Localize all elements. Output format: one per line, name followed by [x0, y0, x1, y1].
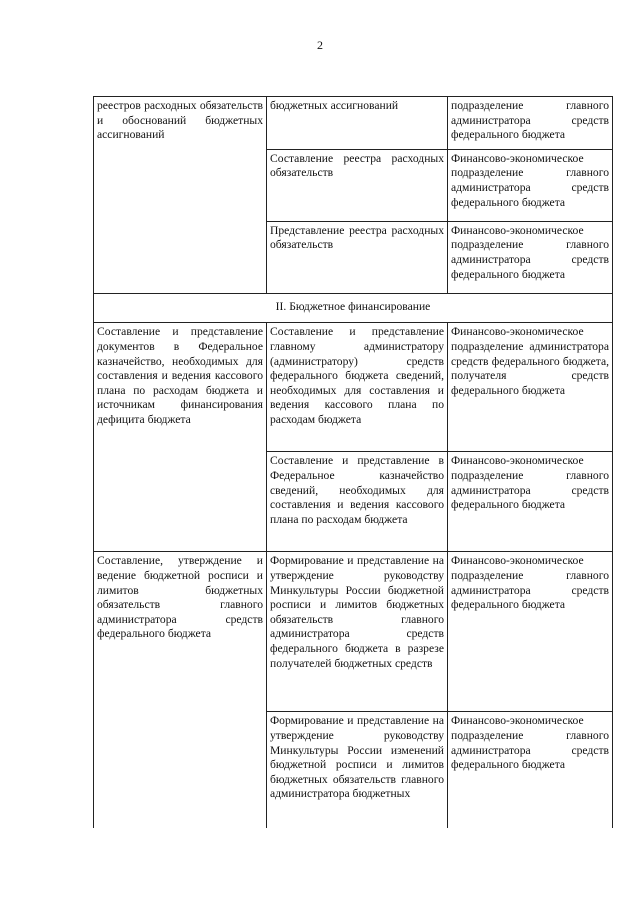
table-cell: Представление реестра расходных обязательств	[267, 221, 448, 293]
table-row	[94, 323, 613, 452]
table-cell: Формирование и представление на утверждение руководству Минкультуры России бюджетной росписи и лимитов бюджетных обязательств главного администратора средств федерального бюджета в разрезе получателей бюджетных средств	[267, 552, 448, 712]
section-row	[94, 293, 613, 323]
table-cell: Составление и представление документов в Федеральное казначейство, необходимых для составления и ведения кассового плана по расходам бюджета и источникам финансирования дефицита бюджета	[94, 323, 267, 552]
table-cell: Финансово-экономическое подразделение главного администратора средств федерального бюджета	[448, 149, 613, 221]
table-cell: подразделение главного администратора средств федерального бюджета	[448, 97, 613, 150]
table-cell: реестров расходных обязательств и обоснований бюджетных ассигнований	[94, 97, 267, 294]
table-cell: Составление реестра расходных обязательств	[267, 149, 448, 221]
table-cell: Финансово-экономическое подразделение главного администратора средств федерального бюджета	[448, 712, 613, 830]
table-cell: Финансово-экономическое подразделение главного администратора средств федерального бюджета	[448, 552, 613, 712]
table-cell: Финансово-экономическое подразделение администратора средств федерального бюджета, получателя средств федерального бюджета	[448, 323, 613, 452]
table-cell: Финансово-экономическое подразделение главного администратора средств федерального бюджета	[448, 221, 613, 293]
responsibility-table	[93, 96, 613, 830]
table-cell: Формирование и представление на утверждение руководству Минкультуры России изменений бюджетной росписи и лимитов бюджетных обязательств главного администратора бюджетных	[267, 712, 448, 830]
table-cell: Составление, утверждение и ведение бюджетной росписи и лимитов бюджетных обязательств главного администратора средств федерального бюджета	[94, 552, 267, 830]
table-row	[94, 97, 613, 150]
page-number: 2	[317, 38, 323, 52]
section-title: II. Бюджетное финансирование	[94, 293, 613, 323]
table-cell: Финансово-экономическое подразделение главного администратора средств федерального бюджета	[448, 452, 613, 552]
table-cell: бюджетных ассигнований	[267, 97, 448, 150]
page-bottom-margin	[0, 828, 640, 905]
table-cell: Составление и представление в Федеральное казначейство сведений, необходимых для составления и ведения кассового плана по расходам бюджета	[267, 452, 448, 552]
table-cell: Составление и представление главному администратору (администратору) средств федерального бюджета сведений, необходимых для составления и ведения кассового плана по расходам бюджета	[267, 323, 448, 452]
table-row	[94, 552, 613, 712]
